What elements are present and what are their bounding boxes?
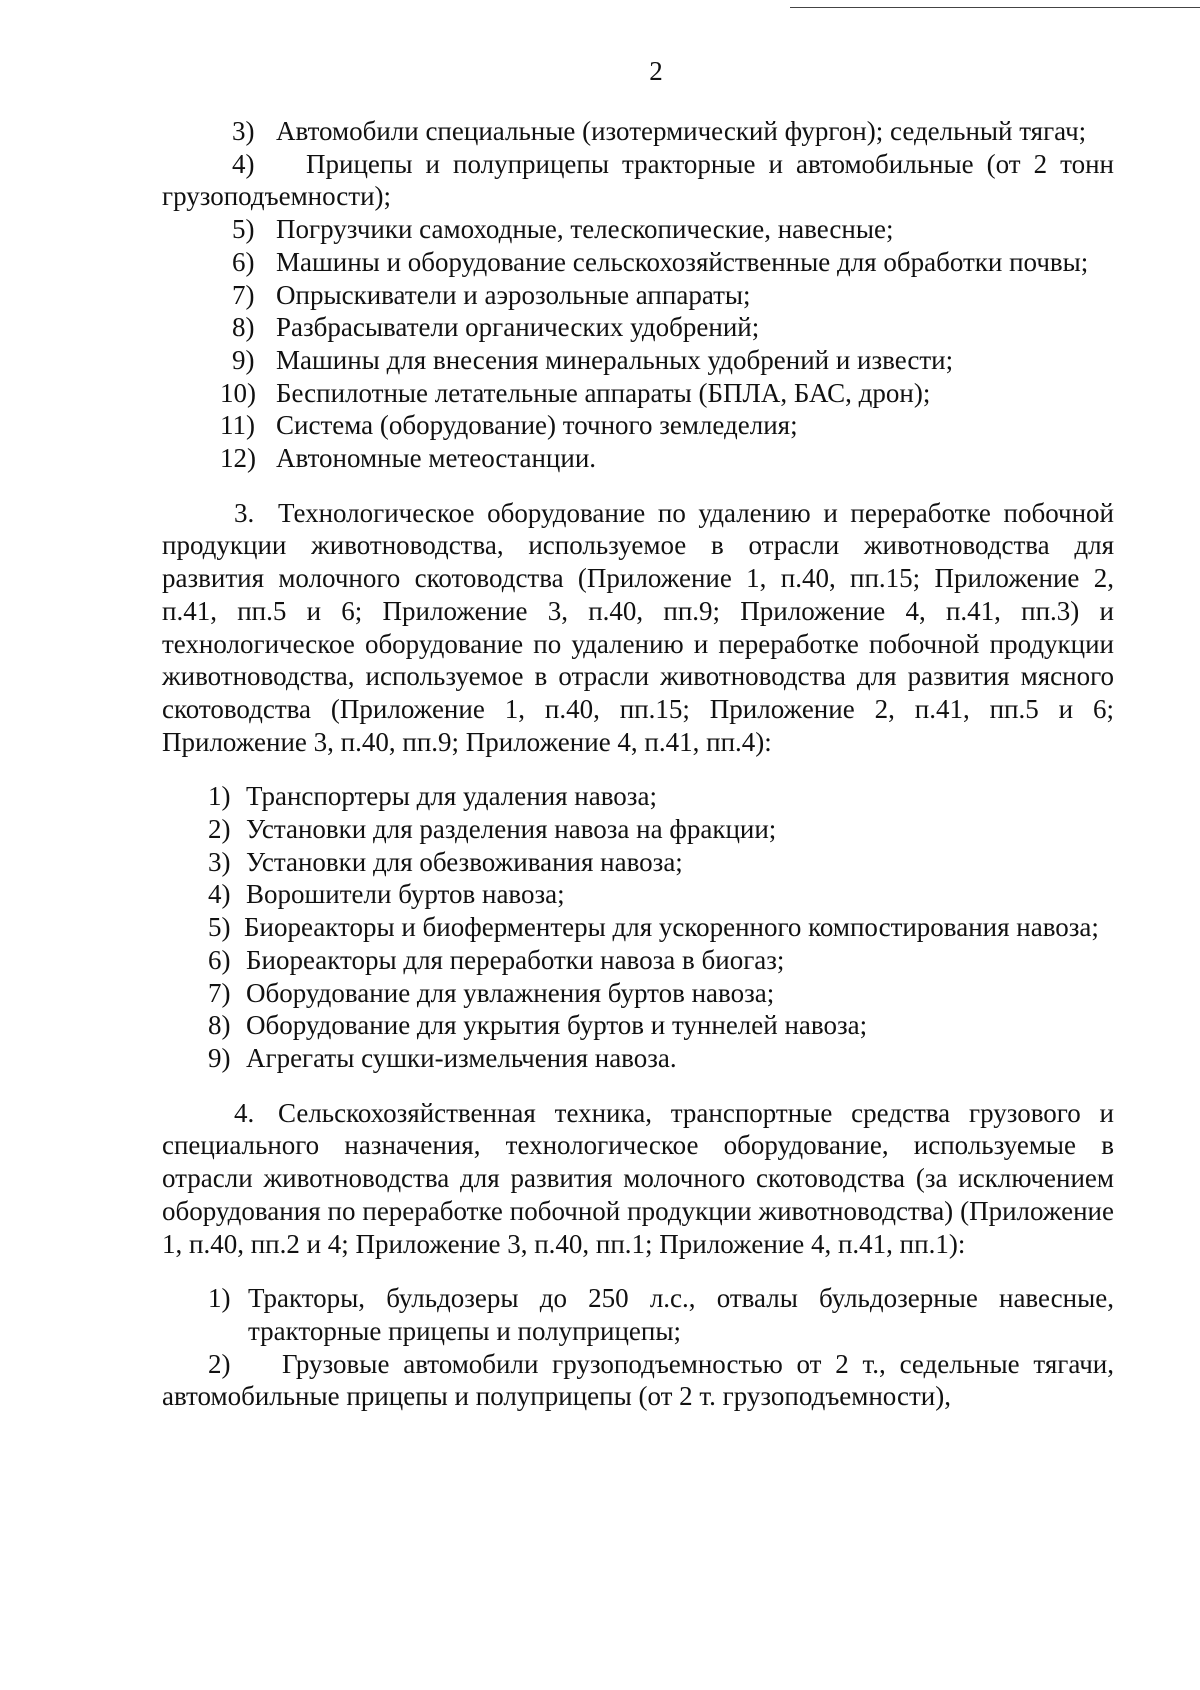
list-item [162,115,1114,148]
list-item [162,311,1114,344]
list-item [162,1009,1114,1042]
list-item-text: Автомобили специальные (изотермический фургон); седельный тягач; [276,116,1087,146]
section-text: Технологическое оборудование по удалению и переработке побочной продукции животноводства, используемое в отрасли животноводства для развития молочного скотоводства (Приложение 1, п.40, пп.15; Приложение 2, п.41, пп.5 и 6; Приложение 3, п.40, пп.9; Приложение 4, п.41, пп.3) и технологическое оборудование по удалению и переработке побочной продукции животноводства, используемое в отрасли животноводства для развития мясного скотоводства (Приложение 1, п.40, пп.15; Приложение 2, п.41, пп.5 и 6; Приложение 3, п.40, пп.9; Приложение 4, п.41, пп.4): [162,497,1114,757]
list-item-text: Грузовые автомобили грузоподъемностью от 2 т., седельные тягачи, автомобильные прицепы и полуприцепы (от 2 т. грузоподъемности), [162,1348,1114,1412]
list-item-number: 6) [232,246,255,277]
document-body [162,115,1114,1413]
list-item-number: 10) [220,377,256,408]
page-number: 2 [649,56,663,86]
section3-equipment-list [162,780,1114,911]
list-item [162,377,1114,410]
list-item-text: Транспортеры для удаления навоза; [246,781,657,812]
list-item-number: 3) [208,846,231,877]
section-number: 4. [234,1097,255,1128]
list-item-text: Беспилотные летательные аппараты (БПЛА, БАС, дрон); [276,377,931,408]
list-item [162,279,1114,312]
list-item-number: 4) [208,879,231,910]
section2-equipment-list-cont [162,213,1114,475]
list-item [162,409,1114,442]
list-item [162,977,1114,1010]
list-item-text: Агрегаты сушки-измельчения навоза. [246,1042,677,1073]
list-item [162,911,1114,944]
list-item-number: 7) [208,977,231,1008]
list-item-number: 7) [232,279,255,310]
list-item-text: Разбрасыватели органических удобрений; [276,312,760,343]
list-item-number: 3) [232,116,255,146]
list-item-number: 6) [208,944,231,975]
list-item [162,246,1114,279]
list-item-number: 2) [208,1348,231,1379]
list-item [162,1348,1114,1413]
list-item-number: 5) [232,214,255,245]
list-item [162,213,1114,246]
list-item-text: Оборудование для увлажнения буртов навоза; [246,977,775,1008]
list-item-number: 8) [232,312,255,343]
list-item-number: 4) [232,148,255,179]
list-item-number: 1) [208,781,231,812]
list-item-number: 11) [220,410,255,441]
list-item [162,1282,1114,1347]
list-item-text: Тракторы, бульдозеры до 250 л.с., отвалы бульдозерные навесные, тракторные прицепы и полуприцепы; [248,1283,1114,1346]
list-item-text: Погрузчики самоходные, телескопические, навесные; [276,214,894,245]
list-item-number: 9) [208,1042,231,1073]
top-border-line [790,7,1200,8]
list-item [162,148,1114,213]
section-text: Сельскохозяйственная техника, транспортные средства грузового и специального назначения, технологическое оборудование, используемые в отрасли животноводства для развития молочного скотоводства (за исключением оборудования по переработке побочной продукции животноводства) (Приложение 1, п.40, пп.2 и 4; Приложение 3, п.40, пп.1; Приложение 4, п.41, пп.1): [162,1097,1114,1259]
list-item-text: Система (оборудование) точного земледелия; [276,410,798,441]
list-item-text: Биореакторы для переработки навоза в биогаз; [246,944,785,975]
section2-equipment-list [162,115,1114,148]
list-item [162,878,1114,911]
list-item-number: 8) [208,1010,231,1041]
list-item-number: 9) [232,344,255,375]
list-item [162,780,1114,813]
list-item [162,1042,1114,1075]
section3-heading-paragraph [162,497,1114,759]
list-item [162,813,1114,846]
list-item-number: 2) [208,814,231,845]
list-item-text: Установки для обезвоживания навоза; [246,846,683,877]
list-item-text: Машины для внесения минеральных удобрений и извести; [276,344,954,375]
list-item-text: Ворошители буртов навоза; [246,879,565,910]
list-item-text: Прицепы и полуприцепы тракторные и автомобильные (от 2 тонн грузоподъемности); [162,148,1114,212]
list-item-number: 12) [220,443,256,474]
list-item-number: 5) [208,912,231,943]
list-item [162,944,1114,977]
list-item-text: Машины и оборудование сельскохозяйственные для обработки почвы; [276,246,1089,277]
list-item-text: Автономные метеостанции. [276,443,597,474]
list-item [162,442,1114,475]
list-item-number: 1) [208,1283,231,1314]
section3-equipment-list-cont [162,944,1114,1075]
section4-equipment-list [162,1282,1114,1347]
list-item [162,344,1114,377]
list-item-text: Опрыскиватели и аэрозольные аппараты; [276,279,751,310]
section4-heading-paragraph [162,1097,1114,1261]
section-number: 3. [234,497,255,528]
list-item-text: Установки для разделения навоза на фракции; [246,814,777,845]
list-item-text: Биореакторы и биоферментеры для ускоренного компостирования навоза; [244,912,1099,943]
list-item-text: Оборудование для укрытия буртов и туннелей навоза; [246,1010,868,1041]
list-item [162,846,1114,879]
